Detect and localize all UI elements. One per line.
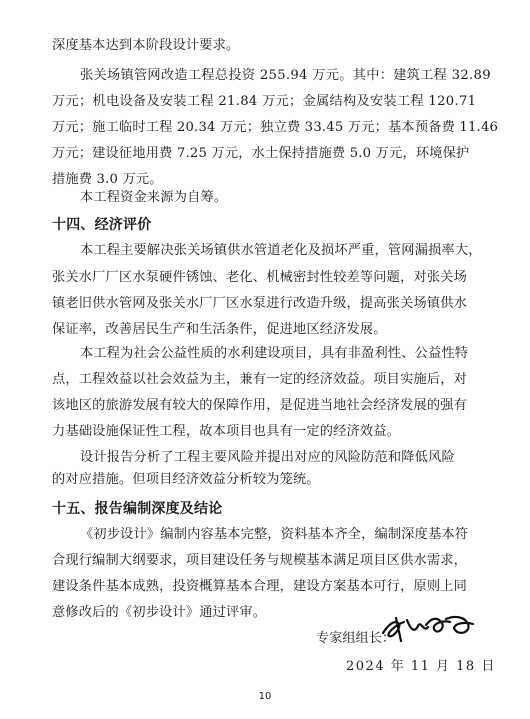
paragraph-line: 该地区的旅游发展有较大的保障作用，是促进当地社会经济发展的强有: [52, 398, 468, 413]
paragraph-line: 本工程为社会公益性质的水利建设项目，具有非盈利性、公益性特: [80, 346, 469, 361]
page-number: 10: [258, 691, 272, 702]
paragraph-line: 深度基本达到本阶段设计要求。: [52, 38, 240, 53]
handwritten-signature: [380, 612, 476, 644]
section-heading-15: 十五、报告编制深度及结论: [52, 501, 223, 517]
paragraph-line: 镇老旧供水管网及张关水厂厂区水泵进行改造升级，提高张关场镇供水: [52, 296, 468, 311]
paragraph-line: 保证率，改善居民生产和生活条件，促进地区经济发展。: [52, 322, 387, 337]
paragraph-line: 力基础设施保证性工程，故本项目也具有一定的经济效益。: [52, 424, 401, 439]
paragraph-line: 万元；建设征地用费 7.25 万元，水土保持措施费 5.0 万元，环境保护: [52, 146, 470, 161]
paragraph-line: 合现行编制大纲要求，项目建设任务与规模基本满足项目区供水需求，: [52, 553, 468, 568]
paragraph-line: 张关水厂厂区水泵硬件锈蚀、老化、机械密封性较差等问题，对张关场: [52, 270, 468, 285]
paragraph-line: 的对应措施。但项目经济效益分析较为笼统。: [52, 472, 320, 487]
paragraph-line: 张关场镇管网改造工程总投资 255.94 万元。其中：建筑工程 32.89: [80, 68, 491, 83]
paragraph-line: 设计报告分析了工程主要风险并提出对应的风险防范和降低风险: [80, 450, 455, 465]
paragraph-line: 万元；施工临时工程 20.34 万元；独立费 33.45 万元；基本预备费 11.46: [52, 120, 499, 135]
paragraph-line: 意修改后的《初步设计》通过评审。: [52, 605, 267, 620]
paragraph-line: 万元；机电设备及安装工程 21.84 万元；金属结构及安装工程 120.71: [52, 94, 477, 109]
paragraph-line: 点，工程效益以社会效益为主，兼有一定的经济效益。项目实施后，对: [52, 372, 468, 387]
section-heading-14: 十四、经济评价: [52, 217, 152, 233]
paragraph-line: 措施费 3.0 万元。: [52, 172, 163, 187]
paragraph-line: 《初步设计》编制内容基本完整，资料基本齐全，编制深度基本符: [80, 527, 469, 542]
paragraph-line: 建设条件基本成熟，投资概算基本合理，建设方案基本可行，原则上同: [52, 579, 468, 594]
paragraph-line: 本工程主要解决张关场镇供水管道老化及损坏严重，管网漏损率大，: [80, 243, 482, 258]
signature-date: 2024 年 11 月 18 日: [346, 659, 496, 674]
signature-label: 专家组组长：: [316, 631, 396, 646]
paragraph-line: 本工程资金来源为自筹。: [80, 190, 228, 205]
